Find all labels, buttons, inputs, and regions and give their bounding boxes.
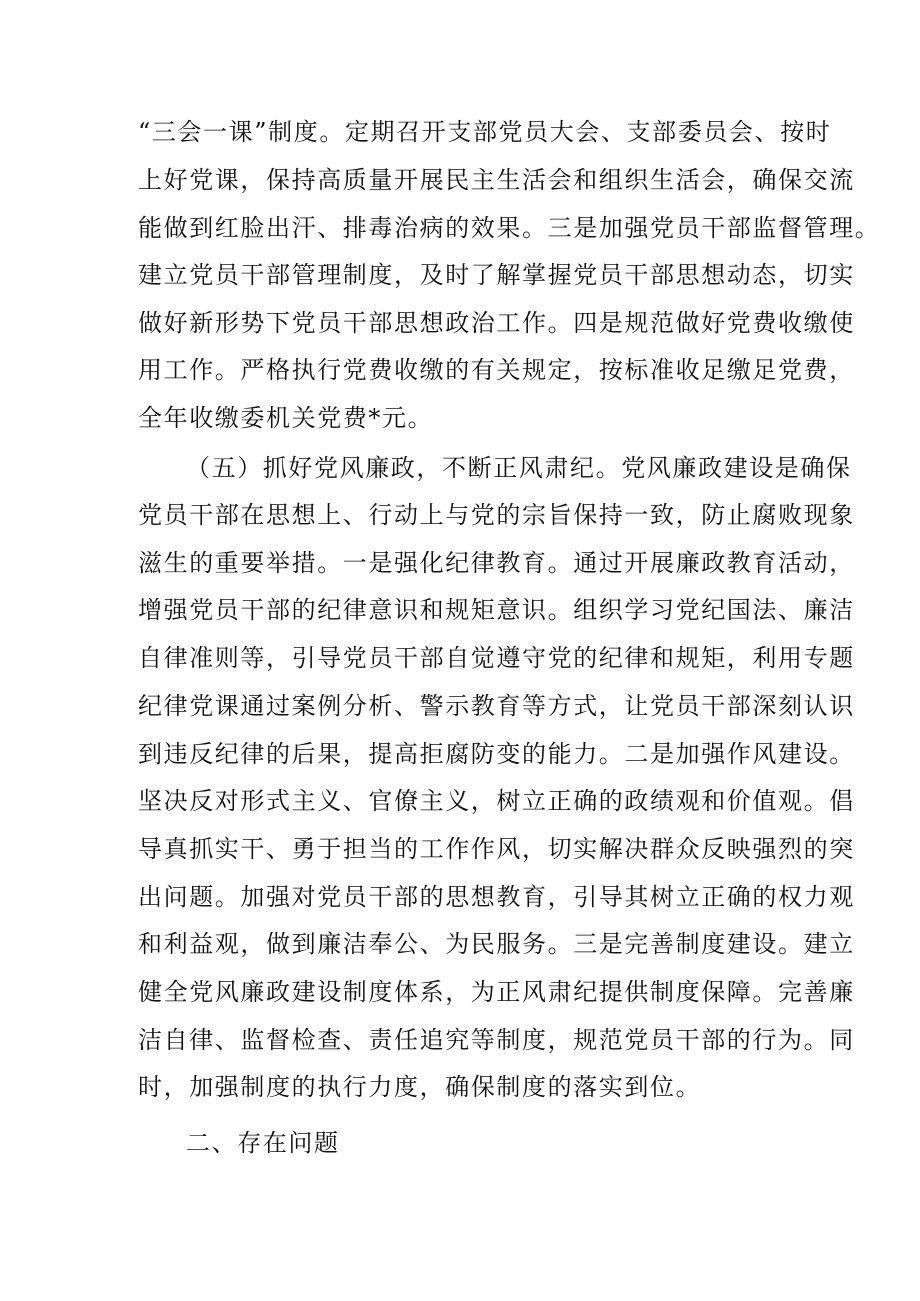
text-line: 增强党员干部的纪律意识和规矩意识。组织学习党纪国法、廉洁 bbox=[138, 596, 855, 624]
text-line: 自律准则等，引导党员干部自觉遵守党的纪律和规矩，利用专题 bbox=[138, 644, 855, 672]
text-line: 做好新形势下党员干部思想政治工作。四是规范做好党费收缴使 bbox=[138, 309, 855, 337]
text-line-first: （五）抓好党风廉政，不断正风肃纪。党风廉政建设是确保 bbox=[186, 454, 852, 482]
text-line: 滋生的重要举措。一是强化纪律教育。通过开展廉政教育活动， bbox=[138, 549, 855, 577]
text-line: 上好党课，保持高质量开展民主生活会和组织生活会，确保交流 bbox=[138, 166, 855, 194]
text-line: 健全党风廉政建设制度体系，为正风肃纪提供制度保障。完善廉 bbox=[138, 978, 855, 1006]
text-line: 建立党员干部管理制度，及时了解掌握党员干部思想动态，切实 bbox=[138, 261, 855, 289]
text-line: 全年收缴委机关党费*元。 bbox=[138, 404, 434, 432]
section-heading: 二、存在问题 bbox=[186, 1129, 340, 1157]
text-line: 能做到红脸出汗、排毒治病的效果。三是加强党员干部监督管理。 bbox=[138, 214, 881, 242]
text-line: 洁自律、监督检查、责任追究等制度，规范党员干部的行为。同 bbox=[138, 1026, 855, 1054]
text-line: “三会一课”制度。定期召开支部党员大会、支部委员会、按时 bbox=[138, 118, 832, 146]
text-line: 时，加强制度的执行力度，确保制度的落实到位。 bbox=[138, 1073, 702, 1101]
text-line: 出问题。加强对党员干部的思想教育，引导其树立正确的权力观 bbox=[138, 883, 855, 911]
text-line: 纪律党课通过案例分析、警示教育等方式，让党员干部深刻认识 bbox=[138, 692, 855, 720]
text-line: 和利益观，做到廉洁奉公、为民服务。三是完善制度建设。建立 bbox=[138, 930, 855, 958]
text-line: 导真抓实干、勇于担当的工作作风，切实解决群众反映强烈的突 bbox=[138, 835, 855, 863]
text-line: 坚决反对形式主义、官僚主义，树立正确的政绩观和价值观。倡 bbox=[138, 787, 855, 815]
text-line: 党员干部在思想上、行动上与党的宗旨保持一致，防止腐败现象 bbox=[138, 501, 855, 529]
text-line: 用工作。严格执行党费收缴的有关规定，按标准收足缴足党费， bbox=[138, 356, 855, 384]
text-line: 到违反纪律的后果，提高拒腐防变的能力。二是加强作风建设。 bbox=[138, 740, 855, 768]
